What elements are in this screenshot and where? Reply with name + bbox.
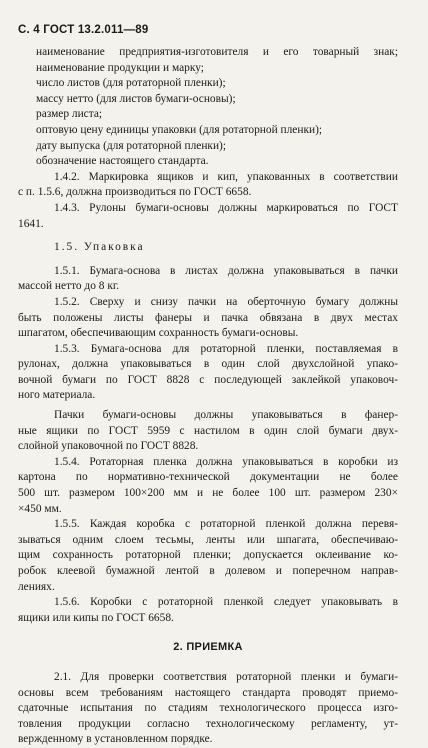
- text-line: слойной упаковочной по ГОСТ 8828.: [18, 440, 199, 453]
- text-line: ящики или кипы по ГОСТ 6658.: [18, 611, 174, 624]
- text-line: 1.5.2. Сверху и снизу пачки на оберточную бумагу должны: [54, 295, 398, 308]
- text-line: Пачки бумаги-основы должны упаковываться в фанер-: [54, 409, 398, 422]
- text-line: ного материала.: [18, 389, 96, 402]
- subsection-heading: 1.5. Упаковка: [54, 241, 145, 254]
- text-line: 1641.: [18, 217, 44, 230]
- text-line: щим сохранность ротаторной пленки; допускается оклеивание ко-: [18, 549, 398, 562]
- paragraph-1-5-1: [18, 264, 398, 295]
- text-line: массу нетто (для листов бумаги-основы);: [36, 92, 236, 105]
- text-line: вержденному в установленном порядке.: [18, 733, 213, 746]
- text-line: товления продукции согласно технологическому регламенту, ут-: [18, 717, 398, 730]
- text-line: обозначение настоящего стандарта.: [36, 155, 209, 168]
- paragraph-2-1: [18, 670, 398, 748]
- text-line: шпагатом, обеспечивающим сохранность бумаги-основы.: [18, 327, 299, 340]
- text-line: 1.5.6. Коробки с ротаторной пленкой следует упаковывать в: [54, 596, 398, 609]
- text-line: лениях.: [18, 580, 55, 593]
- marking-list: [36, 45, 398, 170]
- paragraph-1-5-4: [18, 455, 398, 517]
- text-line: ×450 мм.: [18, 502, 62, 515]
- paragraph-1-5-5: [18, 517, 398, 595]
- text-line: робок клеевой бумажной лентой в долевом и поперечном направ-: [18, 565, 398, 577]
- text-line: ные ящики по ГОСТ 5959 с настилом в один слой бумаги двух-: [18, 424, 398, 437]
- text-line: 1.5.4. Ротаторная пленка должна упаковываться в коробки из: [54, 455, 398, 468]
- text-line: рулонах, должна упаковываться в один слой двухслойной упако-: [18, 358, 398, 371]
- text-line: число листов (для ротаторной пленки);: [36, 77, 226, 90]
- text-line: размер листа;: [36, 108, 103, 121]
- paragraph-1-4-2: [18, 170, 398, 201]
- text-line: массой нетто до 8 кг.: [18, 280, 120, 293]
- text-line: наименование продукции и марку;: [36, 61, 204, 74]
- text-line: 1.5.3. Бумага-основа для ротаторной пленки, поставляемая в: [54, 342, 398, 355]
- text-line: оптовую цену единицы упаковки (для ротаторной пленки);: [36, 123, 323, 136]
- text-line: 500 шт. размером 100×200 мм и не более 100 шт. размером 230×: [18, 487, 398, 500]
- text-line: 1.4.2. Маркировка ящиков и кип, упакованных в соответствии: [54, 170, 398, 183]
- text-line: дату выпуска (для ротаторной пленки);: [36, 139, 227, 152]
- page-header: С. 4 ГОСТ 13.2.011—89: [18, 24, 149, 36]
- section-heading: 2. ПРИЕМКА: [173, 641, 243, 654]
- text-line: 1.4.3. Рулоны бумаги-основы должны маркироваться по ГОСТ: [54, 201, 398, 214]
- text-line: зываться одним слоем тесьмы, ленты или шпагата, обеспечиваю-: [18, 533, 398, 546]
- text-line: сдаточные испытания по стадиям технологического процесса изго-: [18, 702, 398, 715]
- text-line: основы всем требованиям настоящего стандарта проводят приемо-: [18, 686, 398, 699]
- text-line: 2.1. Для проверки соответствия ротаторной пленки и бумаги-: [54, 670, 398, 683]
- paragraph-1-5-2: [18, 295, 398, 342]
- text-line: быть положены листы фанеры и пачка обвязана в двух местах: [18, 311, 398, 324]
- paragraph-1-5-6: [18, 595, 398, 626]
- paragraph-1-5-3: [18, 342, 398, 404]
- text-line: наименование предприятия-изготовителя и его товарный знак;: [36, 46, 398, 58]
- text-line: картона по нормативно-технической документации не более: [18, 471, 398, 484]
- text-line: 1.5.1. Бумага-основа в листах должна упаковываться в пачки: [54, 264, 398, 277]
- paragraph-1-4-3: [18, 201, 398, 232]
- text-line: 1.5.5. Каждая коробка с ротаторной пленкой должна перевя-: [54, 518, 398, 531]
- document-body: [18, 45, 398, 748]
- paragraph-1-5-3-cont: [18, 408, 398, 455]
- text-line: с п. 1.5.6, должна производиться по ГОСТ 6658.: [18, 186, 252, 199]
- text-line: вочной бумаги по ГОСТ 8828 с последующей заклейкой упаковоч-: [18, 373, 398, 386]
